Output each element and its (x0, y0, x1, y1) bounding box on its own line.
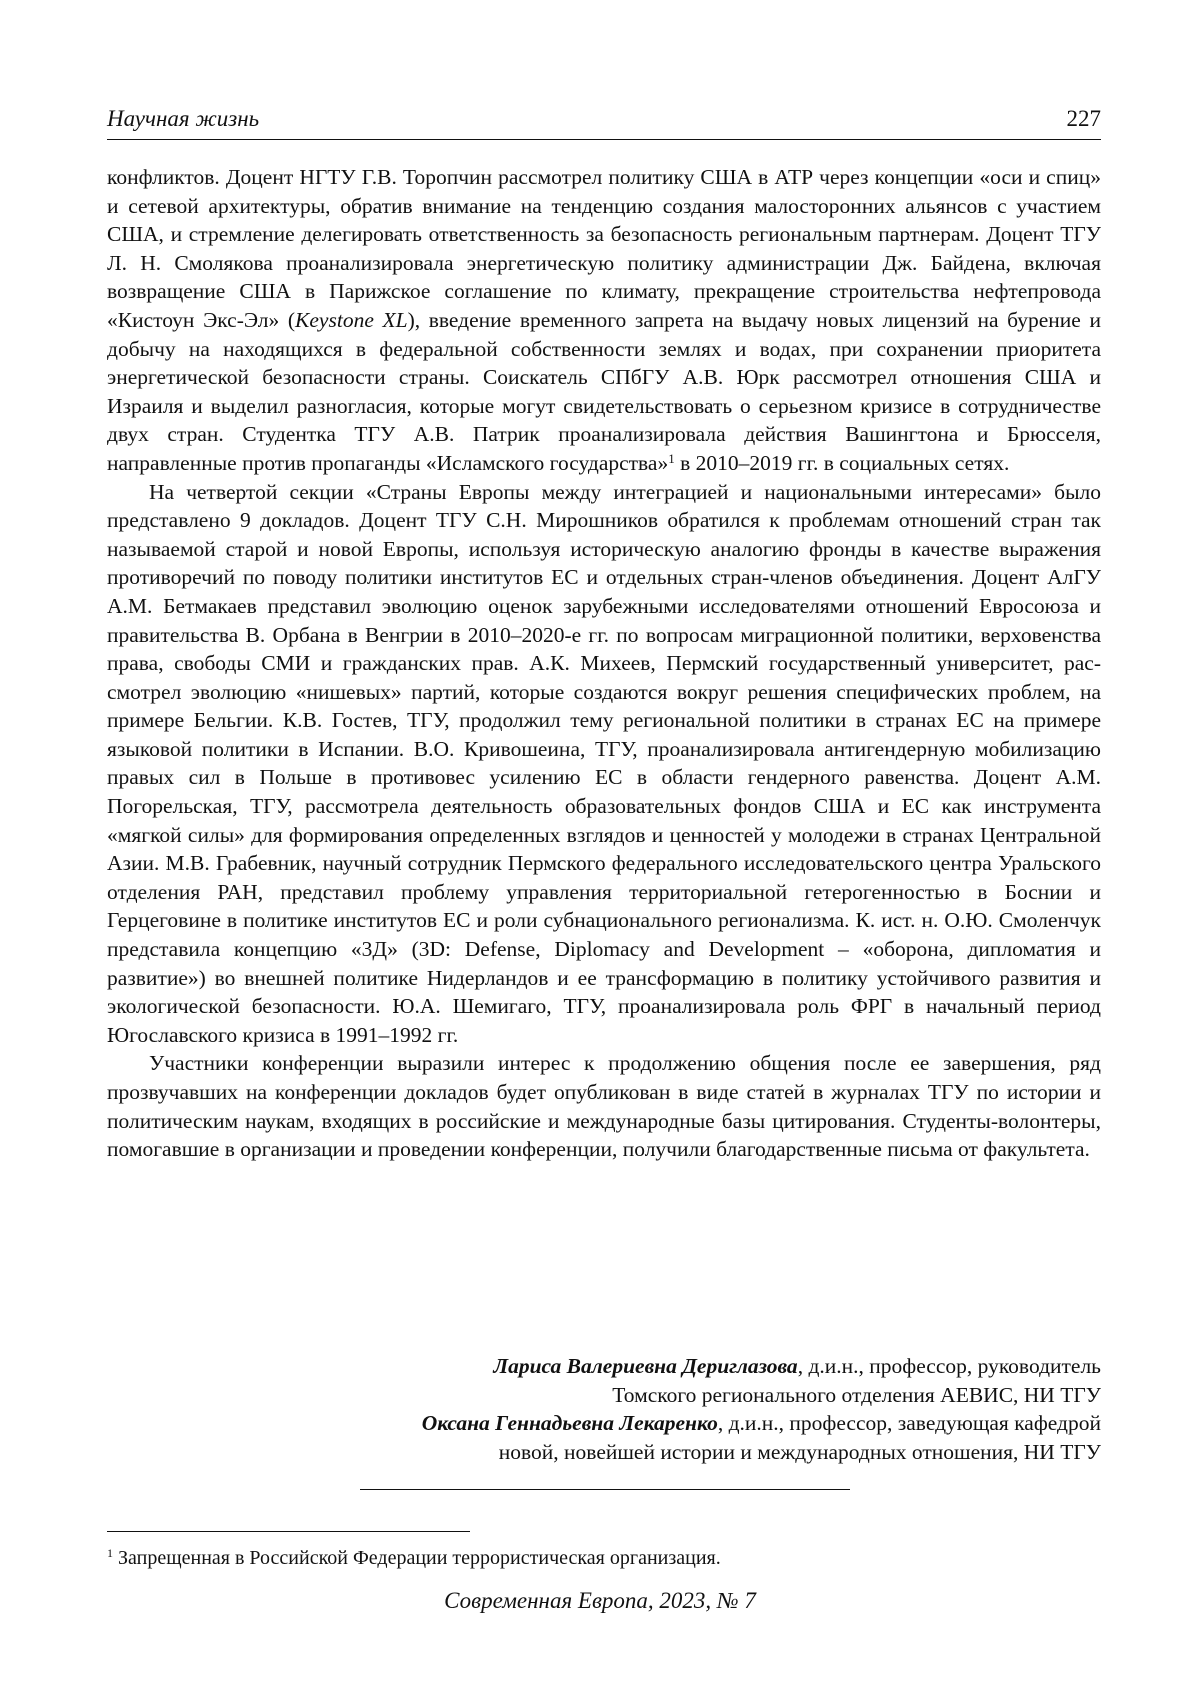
signature-divider (360, 1489, 850, 1490)
paragraph-1-italic: Keystone XL (295, 307, 408, 332)
article-body (107, 163, 1101, 1164)
signature-1-title: , д.и.н., профессор, руководитель (797, 1354, 1101, 1378)
signature-2-title: , д.и.н., профессор, заведующая кафедрой (717, 1411, 1101, 1436)
paragraph-1-text-c: в 2010–2019 гг. в социальных сетях. (674, 450, 1010, 475)
paragraph-2: На четвертой секции «Страны Европы между интеграцией и национальными интересами» было представлено 9 докладов. Доцент ТГУ С.Н. Мирошников обратился к проблемам отношений стран так называемой старой и новой Европы, используя историческую аналогию фронды в качестве выражения противоречий по поводу политики институтов ЕС и отдельных стран-членов объединения. Доцент АлГУ А.М. Бетмакаев представил эволюцию оценок зарубежными исследователями отношений Евросоюза и правительства В. Орбана в Венгрии в 2010–2020-е гг. по вопросам миграционной политики, верховенства права, свободы СМИ и гражданских прав. А.К. Михеев, Пермский государственный университет, рассмотрел эволюцию «нишевых» партий, которые создаются вокруг решения специфических проблем, на примере Бельгии. К.В. Гостев, ТГУ, продолжил тему региональной политики в странах ЕС на примере языковой политики в Испании. В.О. Кривошеина, ТГУ, проанализировала антигендерную мобилизацию правых сил в Польше в противовес усилению ЕС в области гендерного равенства. Доцент А.М. Погорельская, ТГУ, рассмотрела деятельность образовательных фондов США и ЕС как инструмента «мягкой силы» для формирования определенных взглядов и ценностей у молодежи в странах Центральной Азии. М.В. Грабевник, научный сотрудник Пермского федерального исследовательского центра Уральского отделения РАН, представил проблему управления территориальной гетерогенностью в Боснии и Герцеговине в политике институтов ЕС и роли субнационального регионализма. К. ист. н. О.Ю. Смоленчук представила концепцию «3Д» (3D: Defense, Diplomacy and Development – «оборона, дипломатия и развитие») во внешней политике Нидерландов и ее трансформацию в политику устойчивого развития и экологической безопасности. Ю.А. Шемигаго, ТГУ, проанализировала роль ФРГ в начальный период Югославского кризиса в 1991–1992 гг. (107, 479, 1101, 1047)
signature-block (300, 1352, 1101, 1466)
paragraph-1 (107, 163, 1101, 478)
header-rule (107, 139, 1101, 140)
page-number: 227 (1066, 106, 1101, 131)
signature-1-name: Лариса Валериевна Дериглазова (493, 1354, 798, 1378)
section-title: Научная жизнь (107, 106, 260, 131)
footnote-text: Запрещенная в Российской Федерации террористическая организация. (113, 1547, 721, 1569)
footnote-marker: 1 (107, 1546, 113, 1560)
paragraph-3: Участники конференции выразили интерес к продолжению общения после ее завершения, ряд прозвучавших на конференции докладов будет опубликован в виде статей в журналах ТГУ по истории и политическим наукам, входящих в российские и международные базы цитирования. Студенты-волонтеры, помогавшие в организации и проведении конференции, получили благодарственные письма от факультета. (107, 1051, 1101, 1162)
footnote (107, 1545, 1101, 1571)
signature-2-affiliation: новой, новейшей истории и международных отношения, НИ ТГУ (498, 1439, 1101, 1464)
paragraph-1-text-b: ), введение временного запрета на выдачу новых лицензий на бурение и добычу на находящихся в федеральной собственности землях и водах, при сохранении приоритета энергетической безопасности страны. Соискатель СПбГУ А.В. Юрк рассмотрел отношения США и Израиля и выделил разногласия, которые могут свидетельствовать о серьезном кризисе в сотрудничестве двух стран. Студентка ТГУ А.В. Патрик проанализировала действия Вашингтона и Брюсселя, направленные против пропаганды «Исламского государства» (107, 307, 1101, 475)
paragraph-1-text-a: конфликтов. Доцент НГТУ Г.В. Торопчин рассмотрел политику США в АТР через концепции «оси и спиц» и сетевой архитектуры, обратив внимание на тенденцию создания малосторонних альянсов с участием США, и стремление делегировать ответственность за безопасность региональным партнерам. Доцент ТГУ Л. Н. Смолякова проанализировала энергетическую политику администрации Дж. Байдена, включая возвращение США в Парижское соглашение по климату, прекращение строительства нефтепровода «Кистоун Экс-Эл» ( (107, 165, 1101, 332)
journal-footer: Современная Европа, 2023, № 7 (444, 1588, 756, 1613)
signature-1-affiliation: Томского регионального отделения АЕВИС, НИ ТГУ (612, 1382, 1101, 1407)
footnote-ref[interactable]: 1 (668, 450, 675, 466)
signature-2-line-1 (300, 1409, 1101, 1438)
signature-2-name: Оксана Геннадьевна Лекаренко (421, 1411, 718, 1436)
signature-1-line-1 (300, 1352, 1101, 1381)
footnote-rule (107, 1531, 470, 1532)
running-head (107, 106, 1101, 132)
